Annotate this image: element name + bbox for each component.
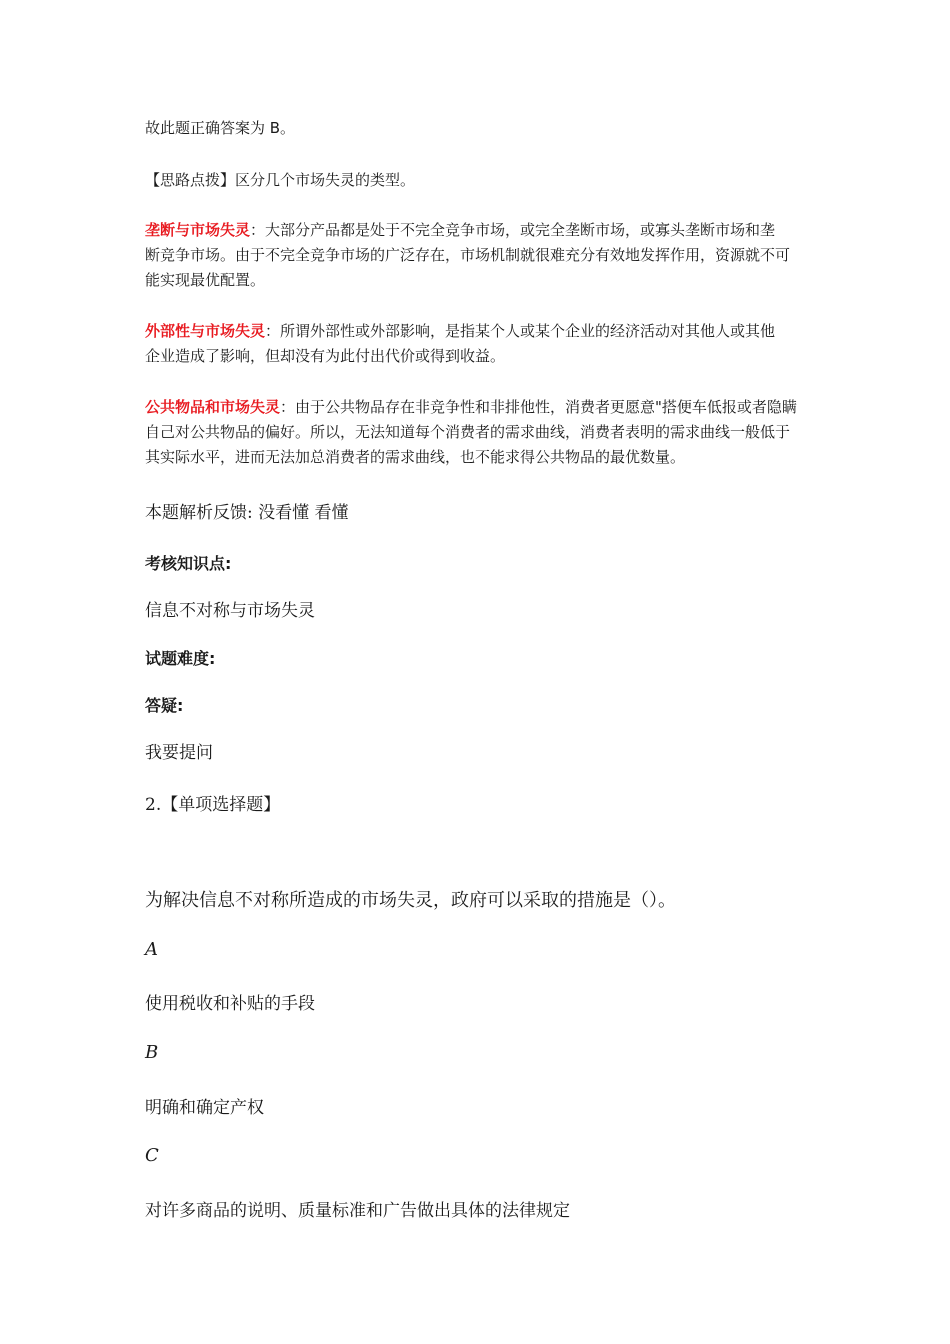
feedback-row xyxy=(145,498,349,523)
section-line: 断竞争市场。由于不完全竞争市场的广泛存在，市场机制就很难充分有效地发挥作用，资源就不可 xyxy=(145,246,791,264)
feedback-understood-link[interactable]: 看懂 xyxy=(314,503,349,523)
section-line: 其实际水平，进而无法加总消费者的需求曲线，也不能求得公共物品的最优数量。 xyxy=(145,448,686,466)
feedback-not-understood-link[interactable]: 没看懂 xyxy=(258,503,310,523)
section-title: 公共物品和市场失灵 xyxy=(145,398,281,416)
option-letter-b[interactable]: B xyxy=(145,1042,159,1063)
ask-question-link[interactable]: 我要提问 xyxy=(145,743,213,763)
question-text: 为解决信息不对称所造成的市场失灵，政府可以采取的措施是（）。 xyxy=(145,890,676,911)
section-title: 外部性与市场失灵 xyxy=(145,322,266,340)
section-line: ：大部分产品都是处于不完全竞争市场，或完全垄断市场，或寡头垄断市场和垄 xyxy=(250,221,776,239)
option-text-c[interactable]: 对许多商品的说明、质量标准和广告做出具体的法律规定 xyxy=(145,1201,570,1221)
section-monopoly xyxy=(145,218,805,293)
section-line: 自己对公共物品的偏好。所以，无法知道每个消费者的需求曲线，消费者表明的需求曲线一般低于 xyxy=(145,423,791,441)
qa-label: 答疑: xyxy=(145,696,184,715)
question-header: 2.【单项选择题】 xyxy=(145,795,281,815)
option-letter-c[interactable]: C xyxy=(145,1145,159,1166)
section-line: ：由于公共物品存在非竞争性和非排他性，消费者更愿意"搭便车低报或者隐瞒 xyxy=(280,398,797,416)
feedback-label: 本题解析反馈: xyxy=(145,503,253,523)
difficulty-label: 试题难度: xyxy=(145,649,216,668)
option-text-a[interactable]: 使用税收和补贴的手段 xyxy=(145,994,315,1014)
section-externality xyxy=(145,319,805,369)
knowledge-label: 考核知识点: xyxy=(145,554,232,573)
section-line: 能实现最优配置。 xyxy=(145,271,266,289)
knowledge-value: 信息不对称与市场失灵 xyxy=(145,601,315,621)
section-line: 企业造成了影响，但却没有为此付出代价或得到收益。 xyxy=(145,347,506,365)
option-letter-a[interactable]: A xyxy=(145,939,158,960)
section-public-goods xyxy=(145,395,805,470)
option-text-b[interactable]: 明确和确定产权 xyxy=(145,1098,264,1118)
section-line: ：所谓外部性或外部影响，是指某个人或某个企业的经济活动对其他人或其他 xyxy=(265,322,776,340)
thinking-tip: 【思路点拨】区分几个市场失灵的类型。 xyxy=(145,171,416,189)
answer-text: 故此题正确答案为 B。 xyxy=(145,119,296,137)
section-title: 垄断与市场失灵 xyxy=(145,221,251,239)
